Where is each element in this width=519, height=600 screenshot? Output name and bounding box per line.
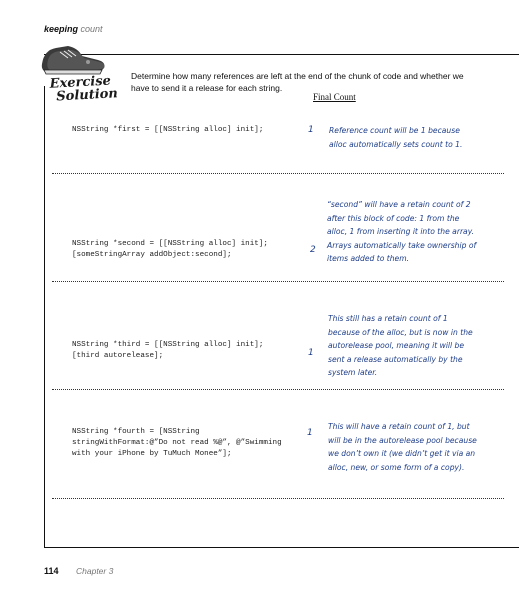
final-count-header: Final Count [313, 92, 356, 102]
row-divider-4 [52, 498, 504, 499]
sneakers-icon [38, 34, 108, 78]
badge-line2: Solution [55, 86, 119, 105]
header-title-bold: keeping [44, 24, 79, 34]
note-row-3: This still has a retain count of 1 because of the alloc, but is now in the autorelease pool, meaning it will be sent a release automatically by the system later. [328, 314, 473, 377]
count-row-2: 2 [310, 245, 316, 255]
row-divider-2 [52, 281, 504, 282]
row-divider-1 [52, 173, 504, 174]
row-divider-3 [52, 389, 504, 390]
code-row-2: NSString *second = [[NSString alloc] init]; [someStringArray addObject:second]; [72, 240, 268, 259]
note-row-4: This will have a retain count of 1, but will be in the autorelease pool because we don’t own it (we didn’t get it via an alloc, new, or some form of a copy). [328, 422, 477, 472]
frame-top-rule [44, 54, 519, 55]
code-row-4: NSString *fourth = [NSString stringWithFormat:@”Do not read %@”, @”Swimming with your iPhone by TuMuch Monee”]; [72, 428, 282, 458]
note-row-1: Reference count will be 1 because alloc automatically sets count to 1. [329, 126, 463, 149]
running-header [44, 24, 103, 34]
chapter-label: Chapter 3 [76, 566, 114, 576]
code-row-3: NSString *third = [[NSString alloc] init]; [third autorelease]; [72, 341, 264, 360]
frame-left-rule [44, 86, 45, 548]
count-row-1: 1 [308, 125, 314, 135]
page-number: 114 [44, 566, 59, 576]
exercise-solution-badge [49, 74, 118, 103]
badge-line1: Exercise [49, 73, 112, 92]
count-row-3: 1 [308, 348, 314, 358]
code-row-1: NSString *first = [[NSString alloc] init]; [72, 126, 264, 134]
frame-bottom-rule [44, 547, 519, 548]
header-title-light: count [80, 24, 103, 34]
intro-text: Determine how many references are left at the end of the chunk of code and whether we have to send it a release for each string. [131, 71, 464, 93]
note-row-2: “second” will have a retain count of 2 after this block of code: 1 from the alloc, 1 from inserting it into the array. Arrays automatically take ownership of items added to them. [327, 200, 477, 263]
count-row-4: 1 [307, 428, 313, 438]
